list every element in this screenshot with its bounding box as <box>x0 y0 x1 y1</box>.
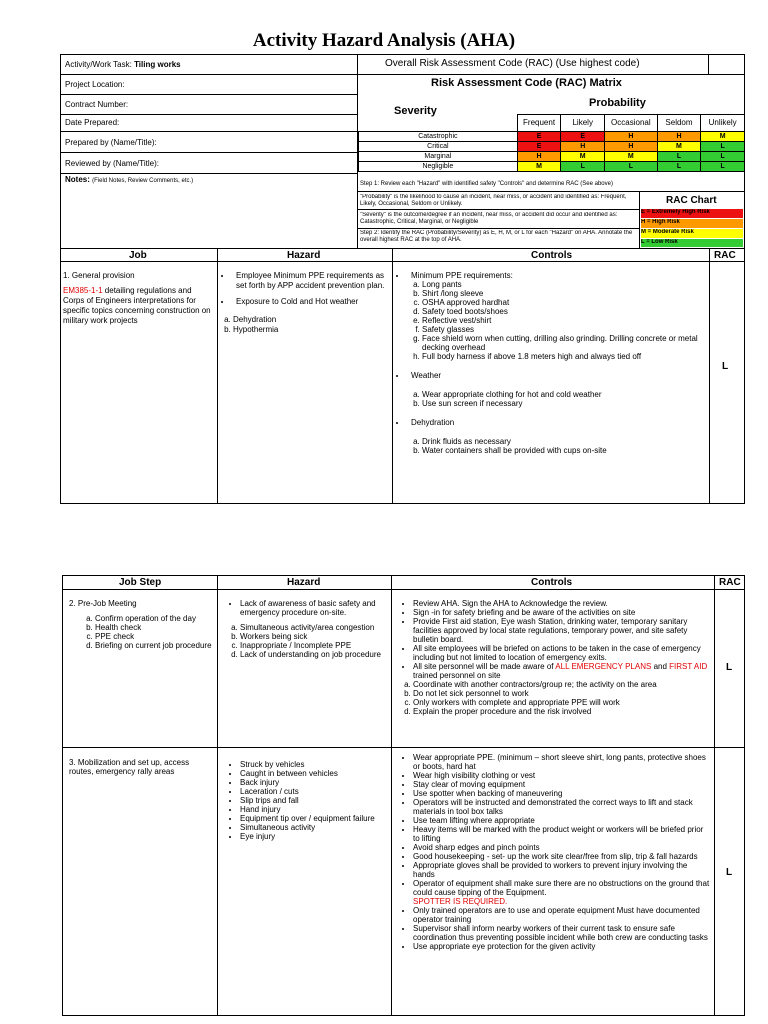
prob-likely: Likely <box>561 115 605 132</box>
control-item: • Wear appropriate PPE. (minimum – short sleeve shirt, long pants, protective shoes or boots, hard hat <box>413 753 711 771</box>
aha-form-header <box>60 54 745 504</box>
hazard-sub-item: b. Hypothermia <box>233 325 391 335</box>
hazard-sub-item: b. Workers being sick <box>240 632 388 641</box>
controls-cell <box>394 271 707 455</box>
col-header-hazard: Hazard <box>287 577 321 588</box>
severity-definition: "Severity" is the outcome/degree if an incident, near miss, or accident did occur and identified as: Catastrophic, Critical, Marginal, or Negligible <box>360 212 618 225</box>
job-step-sub-item: a. Confirm operation of the day <box>95 614 215 623</box>
rac-cell: H <box>657 132 701 142</box>
control-item: h. Full body harness if above 1.8 meters high and always tied off <box>422 352 707 361</box>
control-item: b. Water containers shall be provided with cups on-site <box>422 446 707 455</box>
probability-definition: "Probability" is the likelihood to cause an incident, near miss, or accident and identified as: Frequent, Likely, Occasional, Seldom or Unlikely. <box>360 194 627 207</box>
control-item: • Use team lifting where appropriate <box>413 816 711 825</box>
rac-chart-title: RAC Chart <box>666 195 717 206</box>
job-step-3: 3. Mobilization and set up, access routes, emergency rally areas <box>69 758 190 776</box>
hazard-cell-step-3 <box>220 760 388 841</box>
control-item: • Provide First aid station, Eye wash Station, drinking water, temporary sanitary facilities approved by local state regulations, temporary power, and site safety bulletin board. <box>413 617 711 644</box>
control-sub-item: b. Do not let sick personnel to work <box>413 689 711 698</box>
control-item-operator: • Operator of equipment shall make sure there are no obstructions on the ground that could cause tipping of the Equipment. SPOTTER IS REQUIRED. <box>413 879 711 906</box>
control-item: b. Shirt /long sleeve <box>422 289 707 298</box>
severity-catastrophic: Catastrophic <box>359 132 518 142</box>
control-item: • Stay clear of moving equipment <box>413 780 711 789</box>
job-step-sub-item: b. Health check <box>95 623 215 632</box>
job-reference-text: detailing regulations and Corps of Engineers interpretations for specific topics concerning construction on military work projects <box>63 286 211 325</box>
job-step-title: 2. Pre-Job Meeting <box>69 599 137 608</box>
col-header-job: Job <box>129 250 147 261</box>
spotter-required-text: SPOTTER IS REQUIRED. <box>413 897 508 906</box>
control-item: • Sign -in for safety briefing and be aware of the activities on site <box>413 608 711 617</box>
col-header-rac: RAC <box>719 577 741 588</box>
control-item: d. Safety toed boots/shoes <box>422 307 707 316</box>
rac-cell: H <box>517 152 561 162</box>
hazard-item: • Exposure to Cold and Hot weather <box>232 297 391 307</box>
job-step-2 <box>69 599 215 650</box>
step1-text: Step 1: Review each "Hazard" with identified safety "Controls" and determine RAC (See above) <box>360 181 613 187</box>
job-title: 1. General provision <box>63 271 135 280</box>
rac-cell: L <box>657 152 701 162</box>
control-item: • Review AHA. Sign the AHA to Acknowledge the review. <box>413 599 711 608</box>
rac-value: L <box>726 662 733 673</box>
controls-dehydration-title: • Dehydration <box>407 418 707 427</box>
severity-header: Severity <box>394 105 437 117</box>
rac-value: L <box>726 867 733 878</box>
control-item: • Appropriate gloves shall be provided to workers to prevent injury involving the hands <box>413 861 711 879</box>
prob-occasional: Occasional <box>605 115 658 132</box>
rac-cell: L <box>701 162 745 172</box>
rac-cell: L <box>561 162 605 172</box>
rac-chart-moderate: M = Moderate Risk <box>641 229 743 238</box>
hazard-item: • Equipment tip over / equipment failure <box>240 814 388 823</box>
rac-cell: E <box>517 142 561 152</box>
hazard-cell-step-2 <box>220 599 388 659</box>
control-item: • Use spotter when backing of maneuvering <box>413 789 711 798</box>
rac-cell: H <box>561 142 605 152</box>
rac-cell: H <box>605 132 658 142</box>
hazard-item: • Employee Minimum PPE requirements as set forth by APP accident prevention plan. <box>232 271 391 291</box>
rac-cell: L <box>657 162 701 172</box>
reviewed-by-label: Reviewed by (Name/Title): <box>65 159 159 168</box>
activity-label: Activity/Work Task: Tiling works <box>65 60 181 69</box>
hazard-item: • Laceration / cuts <box>240 787 388 796</box>
rac-cell: M <box>657 142 701 152</box>
control-item: b. Use sun screen if necessary <box>422 399 707 408</box>
rac-cell: E <box>517 132 561 142</box>
rac-chart-extreme: E = Extremely High Risk <box>641 209 743 218</box>
date-prepared-label: Date Prepared: <box>65 118 120 127</box>
control-item: • Wear high visibility clothing or vest <box>413 771 711 780</box>
rac-value: L <box>722 361 729 372</box>
control-item: • Use appropriate eye protection for the given activity <box>413 942 711 951</box>
step2-text: Step 2: Identify the RAC (Probability/Severity) as E, H, M, or L for each "Hazard" on AHA. Annotate the overall highest RAC at the top of AHA. <box>360 230 633 243</box>
control-item: • All site employees will be briefed on actions to be taken in the case of emergency including but not limited to location of emergency exits. <box>413 644 711 662</box>
hazard-item: • Back injury <box>240 778 388 787</box>
control-item: • Avoid sharp edges and pinch points <box>413 843 711 852</box>
prepared-by-label: Prepared by (Name/Title): <box>65 138 157 147</box>
notes-label: Notes: (Field Notes, Review Comments, etc.) <box>65 175 194 184</box>
control-item: a. Wear appropriate clothing for hot and cold weather <box>422 390 707 399</box>
hazard-sub-item: a. Dehydration <box>233 315 391 325</box>
project-location-label: Project Location: <box>65 80 125 89</box>
control-item-emergency: • All site personnel will be made aware of ALL EMERGENCY PLANS and FIRST AID trained personnel on site <box>413 662 711 680</box>
col-header-rac: RAC <box>714 250 736 261</box>
control-item: • Good housekeeping - set- up the work site clear/free from slip, trip & fall hazards <box>413 852 711 861</box>
notes-hint: (Field Notes, Review Comments, etc.) <box>92 178 194 184</box>
prob-seldom: Seldom <box>657 115 701 132</box>
hazard-sub-item: c. Inappropriate / Incomplete PPE <box>240 641 388 650</box>
control-item: a. Long pants <box>422 280 707 289</box>
controls-cell-step-3 <box>393 753 711 951</box>
hazard-item: • Struck by vehicles <box>240 760 388 769</box>
controls-ppe-title: • Minimum PPE requirements: <box>407 271 707 280</box>
control-item: f. Safety glasses <box>422 325 707 334</box>
job-steps-table <box>62 575 745 1016</box>
emergency-plans-text: ALL EMERGENCY PLANS <box>555 662 652 671</box>
prob-unlikely: Unlikely <box>701 115 745 132</box>
control-item: • Only trained operators are to use and operate equipment Must have documented operator training <box>413 906 711 924</box>
hazard-cell <box>219 271 391 335</box>
rac-cell: M <box>561 152 605 162</box>
rac-cell: M <box>701 132 745 142</box>
job-step-sub-item: d. Briefing on current job procedure <box>95 641 215 650</box>
controls-cell-step-2 <box>393 599 711 716</box>
probability-header: Probability <box>589 97 646 109</box>
control-item: • Supervisor shall inform nearby workers of their current task to ensure safe coordination thus preventing possible incident while both crew are conducting tasks <box>413 924 711 942</box>
severity-marginal: Marginal <box>359 152 518 162</box>
hazard-item: • Slip trips and fall <box>240 796 388 805</box>
control-sub-item: a. Coordinate with another contractors/group re; the activity on the area <box>413 680 711 689</box>
rac-chart-low: L = Low Risk <box>641 239 743 247</box>
job-step-sub-item: c. PPE check <box>95 632 215 641</box>
col-header-controls: Controls <box>531 250 573 261</box>
control-item: • Heavy items will be marked with the product weight or workers will be briefed prior to lifting <box>413 825 711 843</box>
hazard-sub-item: a. Simultaneous activity/area congestion <box>240 623 388 632</box>
em385-reference: EM385-1-1 <box>63 286 103 295</box>
rac-cell: H <box>605 142 658 152</box>
rac-cell: E <box>561 132 605 142</box>
hazard-item: • Simultaneous activity <box>240 823 388 832</box>
controls-weather-title: • Weather <box>407 371 707 380</box>
rac-matrix <box>358 114 745 172</box>
hazard-item: • Caught in between vehicles <box>240 769 388 778</box>
hazard-item: • Eye injury <box>240 832 388 841</box>
col-header-hazard: Hazard <box>287 250 321 261</box>
job-cell <box>63 271 215 326</box>
first-aid-text: FIRST AID <box>669 662 708 671</box>
rac-chart-high: H = High Risk <box>641 219 743 228</box>
col-header-controls: Controls <box>531 577 573 588</box>
hazard-item: • Hand injury <box>240 805 388 814</box>
rac-cell: L <box>701 142 745 152</box>
rac-cell: M <box>517 162 561 172</box>
col-header-job-step: Job Step <box>119 577 162 588</box>
activity-value: Tiling works <box>134 60 181 69</box>
severity-negligible: Negligible <box>359 162 518 172</box>
control-item: e. Reflective vest/shirt <box>422 316 707 325</box>
hazard-item: • Lack of awareness of basic safety and emergency procedure on-site. <box>240 599 388 617</box>
page-title: Activity Hazard Analysis (AHA) <box>252 30 516 51</box>
control-item: • Operators will be instructed and demonstrated the correct ways to lift and stack materials in tool box talks <box>413 798 711 816</box>
control-sub-item: c. Only workers with complete and appropriate PPE will work <box>413 698 711 707</box>
rac-cell: M <box>605 152 658 162</box>
rac-cell: L <box>701 152 745 162</box>
rac-cell: L <box>605 162 658 172</box>
hazard-sub-item: d. Lack of understanding on job procedure <box>240 650 388 659</box>
rac-matrix-title: Risk Assessment Code (RAC) Matrix <box>431 77 622 89</box>
contract-number-label: Contract Number: <box>65 100 129 109</box>
prob-frequent: Frequent <box>517 115 561 132</box>
overall-rac-label: Overall Risk Assessment Code (RAC) (Use highest code) <box>385 58 640 69</box>
control-item: a. Drink fluids as necessary <box>422 437 707 446</box>
control-sub-item: d. Explain the proper procedure and the risk involved <box>413 707 711 716</box>
severity-critical: Critical <box>359 142 518 152</box>
control-item: c. OSHA approved hardhat <box>422 298 707 307</box>
control-item: g. Face shield worn when cutting, drilling also grinding. Drilling concrete or metal decking overhead <box>422 334 707 352</box>
